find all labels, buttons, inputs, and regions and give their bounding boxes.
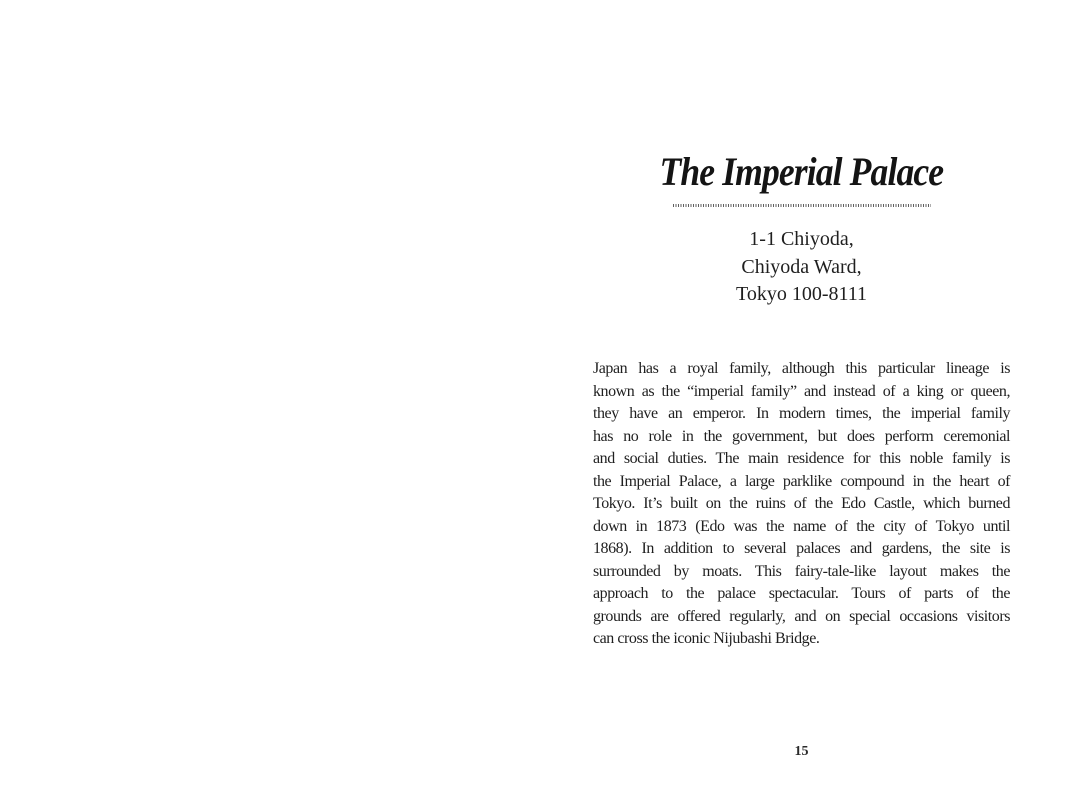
chapter-header [593, 148, 1010, 207]
address-line-ward: Chiyoda Ward, [741, 255, 862, 278]
body-line: Tokyo. It’s built on the ruins of the Edo Castle, which burned [593, 495, 1010, 512]
dotted-rule-divider [673, 204, 931, 207]
right-page [533, 0, 1066, 800]
body-line: has no role in the government, but does perform ceremonial [593, 427, 1010, 445]
body-line: approach to the palace spectacular. Tours of parts of the [593, 585, 1010, 602]
body-line: surrounded by moats. This fairy-tale-like layout makes the [593, 562, 1010, 580]
address-line-street: 1-1 Chiyoda, [749, 228, 854, 250]
chapter-title: The Imperial Palace [659, 149, 944, 194]
body-line: Japan has a royal family, although this particular lineage is [593, 360, 1010, 377]
body-line: down in 1873 (Edo was the name of the city of Tokyo until [593, 517, 1010, 535]
body-line: the Imperial Palace, a large parklike compound in the heart of [593, 472, 1010, 490]
page-number: 15 [794, 744, 809, 759]
address-block [593, 226, 1010, 309]
body-line: 1868). In addition to several palaces and gardens, the site is [593, 540, 1010, 557]
address-line-city: Tokyo 100-8111 [736, 283, 867, 305]
body-paragraph [593, 358, 1010, 651]
body-line: grounds are offered regularly, and on special occasions visitors [593, 607, 1010, 625]
body-line: and social duties. The main residence for this noble family is [593, 450, 1010, 467]
body-line: they have an emperor. In modern times, the imperial family [593, 405, 1010, 422]
body-line-last: can cross the iconic Nijubashi Bridge. [593, 630, 820, 647]
body-line: known as the “imperial family” and instead of a king or queen, [593, 382, 1010, 400]
